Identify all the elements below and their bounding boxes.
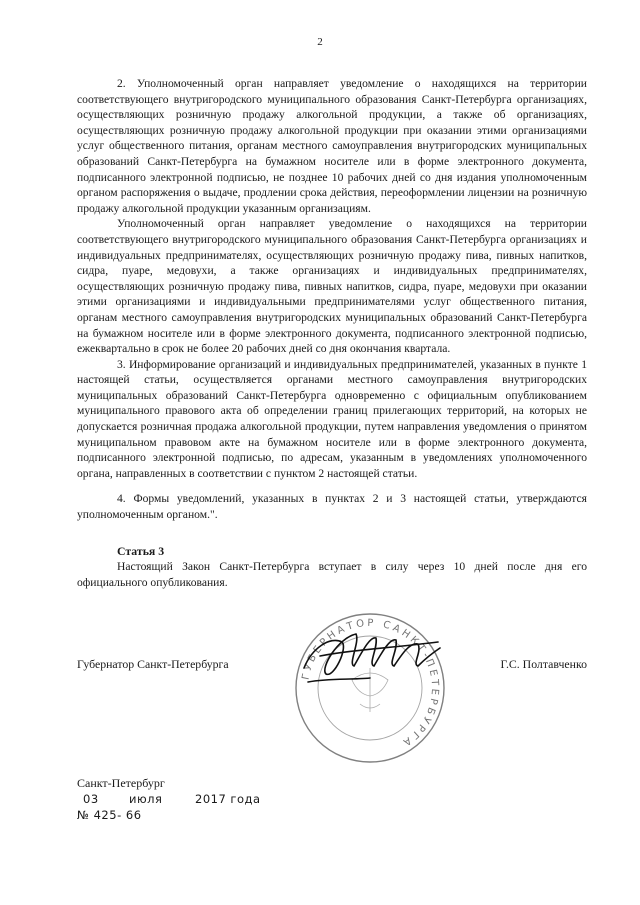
date-day: 03 [83, 792, 99, 806]
paragraph-3: 3. Информирование организаций и индивидуальных предпринимателей, указанных в пункте 1 настоящей статьи, осуществляется органами местного самоуправления внутригородских муниципальных образований Санкт-Петербурга одновременно с официальным опубликованием муниципального правового акта об определении границ прилегающих территорий, на которых не допускается розничная продажа алкогольной продукции, путем направления уведомления о принятом муниципальном правовом акте на бумажном носителе или в форме электронного документа, подписанного электронной подписью, по адресам, указанным в уведомлениях уполномоченного органа, направленных в соответствии с пунктом 2 настоящей статьи. [77, 357, 587, 480]
signature-block [77, 657, 587, 675]
date-year: 2017 года [195, 792, 261, 806]
article-3-text: Настоящий Закон Санкт-Петербурга вступает в силу через 10 дней после дня его официального опубликования. [77, 560, 587, 589]
document-body [77, 76, 587, 590]
place-of-signing: Санкт-Петербург [77, 776, 165, 790]
date-month: июля [129, 792, 163, 806]
page-number: 2 [317, 36, 323, 48]
signatory-name: Г.С. Полтавченко [500, 657, 587, 671]
article-3-title: Статья 3 [117, 543, 165, 558]
official-seal-with-signature [290, 608, 450, 768]
paragraph-2: 2. Уполномоченный орган направляет уведомление о находящихся на территории соответствующего внутригородского муниципального образования Санкт-Петербурга организациях, осуществляющих розничную продажу алкогольной продукции, а также об организациях, осуществляющих розничную продажу алкогольной продукции при оказании этими организациями услуг общественного питания, органам местного самоуправления внутригородских муниципальных образований Санкт-Петербурга на бумажном носителе или в форме электронного документа, подписанного электронной подписью, не позднее 10 рабочих дней со дня издания уполномоченным органом распоряжения о выдаче, продлении срока действия, переоформлении лицензии на розничную продажу алкогольной продукции указанным организациям. [77, 77, 587, 215]
signatory-title: Губернатор Санкт-Петербурга [77, 657, 229, 671]
paragraph-2-continued: Уполномоченный орган направляет уведомление о находящихся на территории соответствующего внутригородского муниципального образования Санкт-Петербурга организациях и индивидуальных предпринимателях, осуществляющих розничную продажу пива, пивных напитков, сидра, пуаре, медовухи, а также организациях и индивидуальных предпринимателях, осуществляющих розничную продажу пива, пивных напитков, сидра, пуаре, медовухи при оказании этими организациями и индивидуальными предпринимателями услуг общественного питания, органам местного самоуправления внутригородских муниципальных образований Санкт-Петербурга на бумажном носителе или в форме электронного документа, подписанного электронной подписью, ежеквартально в срок не более 20 рабочих дней со дня окончания квартала. [77, 217, 587, 356]
svg-text:ГУБЕРНАТОР САНКТ-ПЕТЕРБУРГА: ГУБЕРНАТОР САНКТ-ПЕТЕРБУРГА [300, 617, 441, 750]
signing-date [77, 791, 261, 807]
document-number: № 425- 66 [77, 808, 142, 822]
document-footer [77, 775, 261, 823]
paragraph-4: 4. Формы уведомлений, указанных в пунктах 2 и 3 настоящей статьи, утверждаются уполномоченным органом.". [77, 492, 587, 522]
